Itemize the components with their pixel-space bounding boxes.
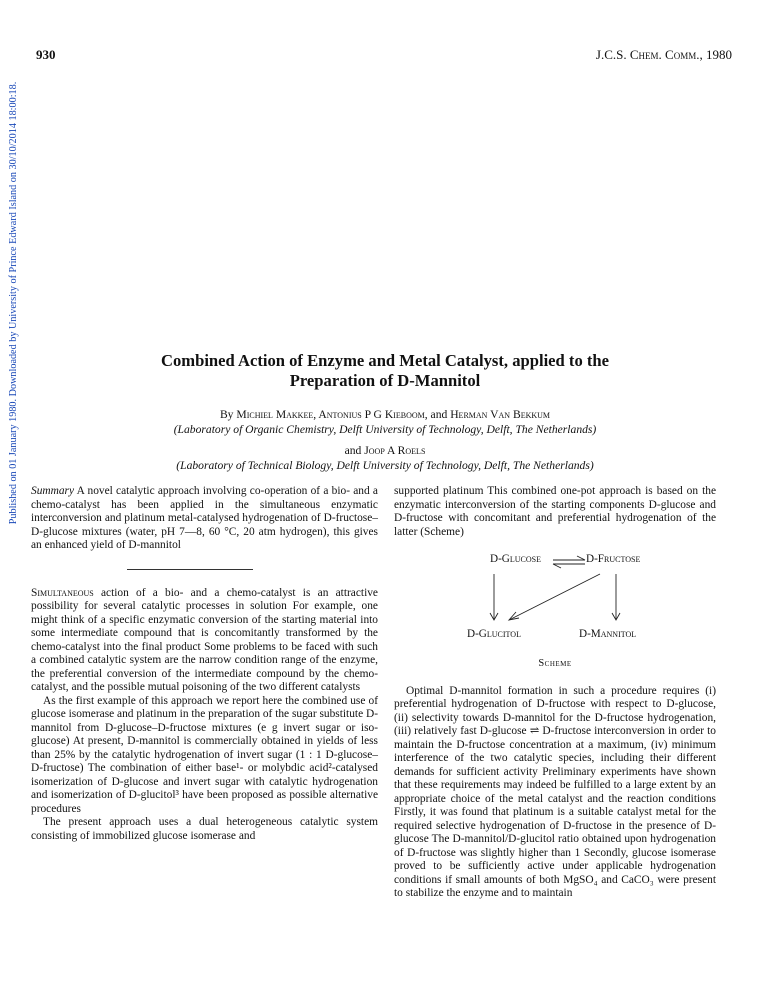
running-head-year: , 1980 xyxy=(699,47,732,62)
body-paragraph-1 xyxy=(31,587,378,695)
title-line-1: Combined Action of Enzyme and Metal Catalyst, applied to the xyxy=(160,351,610,370)
body-paragraph-2: As the first example of this approach we report here the combined use of glucose isomerase and platinum in the preparation of the sugar substitute D-mannitol from D-glucose–D-fructose mixtures (e g invert sugar or iso-glucose) At present, D-mannitol is commercially obtained in yields of less than 25% by the catalytic hydrogenation of invert sugar (1 : 1 D-glucose–D-fructose) The combination of either base¹- or molybdic acid²-catalysed isomerization of D-glucose and invert sugar with catalytic hydrogenation and isomerization of D-glucitol³ have been proposed as possible alternative procedures xyxy=(31,694,379,815)
affiliation-1: (Laboratory of Organic Chemistry, Delft University of Technology, Delft, The Netherlands) xyxy=(173,423,597,436)
lead-word: Simultaneous xyxy=(31,586,94,599)
body-paragraph-5: Optimal D-mannitol formation in such a procedure requires (i) preferential hydrogenation of D-fructose with respect to D-glucose, (ii) selectivity towards D-mannitol for the D-fructose hydrogenation, (iii) relatively fast D-glucose ⇌ D-fructose interconversion in order to maintain the D-fructose concentration at a maximum, (iv) minimum interference of the two catalytic species, including their different demands for sufficient activity Preliminary experiments have shown that these requirements may indeed be fulfilled to a large extent by an appropriate choice of the metal catalyst and the reaction conditions Firstly, it was found that platinum is a suitable catalyst metal for the required selective hydrogenation of D-fructose in the presence of D-glucose The D-mannitol/D-glucitol ratio obtained upon hydrogenation of D-fructose was slightly higher than 1 Secondly, glucose isomerase proved to be sufficiently active under applicable hydrogenation conditions if small amounts of both MgSO₄ and CaCO₃ were present to stabilize the enzyme and to maintain xyxy=(394,684,716,899)
author-roels: Joop A Roels xyxy=(364,444,426,457)
author-list-1 xyxy=(60,408,710,422)
fructose-to-glucitol-arrow xyxy=(509,574,600,620)
and-label: and xyxy=(430,408,451,421)
author-makkee: Michiel Makkee, xyxy=(236,408,319,421)
page-number: 930 xyxy=(36,47,56,62)
running-head-journal: J.C.S. xyxy=(595,47,630,62)
scheme-arrows xyxy=(394,550,716,649)
body-paragraph-4: supported platinum This combined one-pot approach is based on the enzymatic interconversion of the starting components D-glucose and D-fructose with concomitant and preferential hydrogenation of the latter (Scheme) xyxy=(394,485,716,538)
by-label: By xyxy=(219,408,237,421)
section-divider xyxy=(127,569,253,570)
scheme-glucitol-label: D-Glucitol xyxy=(467,628,521,640)
scheme-glucose-label: D-Glucose xyxy=(490,553,541,565)
and-label-2: and xyxy=(344,444,365,457)
title-line-2: Preparation of D-Mannitol xyxy=(289,371,481,390)
scheme-mannitol-label: D-Mannitol xyxy=(579,628,637,640)
summary-paragraph xyxy=(31,485,378,553)
author-kieboom: Antonius P G Kieboom, xyxy=(318,408,431,421)
right-column xyxy=(394,485,716,901)
author-list-2 xyxy=(60,444,710,458)
article-title xyxy=(90,351,680,391)
scheme-fructose-label: D-Fructose xyxy=(586,553,641,565)
download-side-note[interactable]: Published on 01 January 1980. Downloaded by University of Prince Edward Island on 30/10/2014 18:00:18. xyxy=(8,81,19,525)
left-column xyxy=(31,485,378,843)
reaction-scheme xyxy=(394,550,716,649)
body-paragraph-3: The present approach uses a dual heterogeneous catalytic system consisting of immobilized glucose isomerase and xyxy=(31,816,378,842)
scheme-caption: Scheme xyxy=(538,658,572,669)
running-head xyxy=(596,47,732,63)
running-head-journal-sc: Chem. Comm. xyxy=(629,47,700,62)
author-van-bekkum: Herman Van Bekkum xyxy=(450,408,551,421)
equilibrium-arrowhead-forward xyxy=(577,556,585,560)
equilibrium-arrowhead-reverse xyxy=(553,564,561,568)
affiliation-2: (Laboratory of Technical Biology, Delft University of Technology, Delft, The Netherlands) xyxy=(176,459,594,472)
summary-label: Summary xyxy=(31,485,75,497)
summary-text: A novel catalytic approach involving co-operation of a bio- and a chemo-catalyst has been applied in the simultaneous enzymatic interconversion and platinum metal-catalysed hydrogenation of D-fructose–D-glucose mixtures (water, pH 7—8, 60 °C, 20 atm hydrogen), this gives an enhanced yield of D-mannitol xyxy=(31,485,378,551)
paragraph-1-text: action of a bio- and a chemo-catalyst is an attractive possibility for several catalytic processes in solution For example, one might think of a specific enzymatic conversion of the starting material into some intermediate compound that is concomitantly transformed by the chemo-catalyst into the final product Some problems to be faced with such a combined catalytic system are the narrow condition range of the enzyme, the preferential conversion of the intermediate compound by the chemo-catalyst, and the possible mutual poisoning of the two different catalysts xyxy=(31,586,378,693)
